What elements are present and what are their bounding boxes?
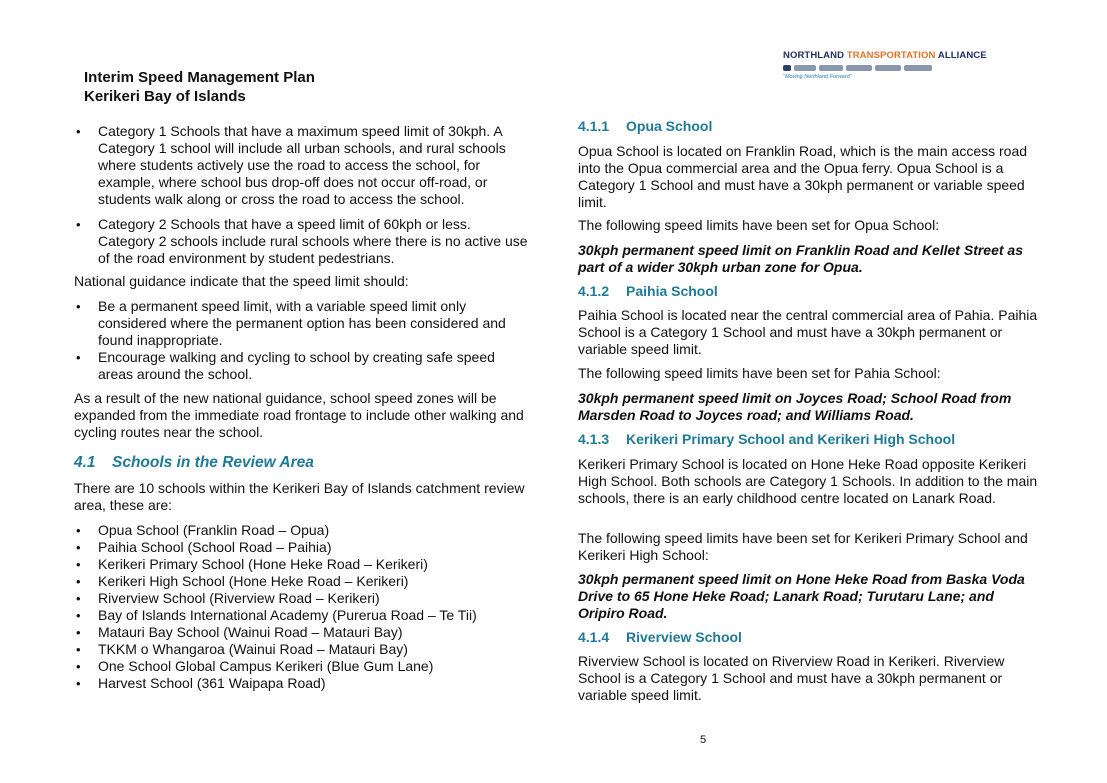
subsection-title: Kerikeri Primary School and Kerikeri High School: [626, 431, 956, 447]
logo-word-transportation: TRANSPORTATION: [846, 50, 936, 61]
category-list: [74, 123, 529, 267]
subsection-title: Riverview School: [626, 629, 742, 645]
list-item: • TKKM o Whangaroa (Wainui Road – Matauri Bay): [74, 641, 529, 658]
list-item: • Paihia School (School Road – Paihia): [74, 539, 529, 556]
logo-tagline: "Moving Northland Forward": [783, 74, 852, 80]
list-item: • Category 2 Schools that have a speed limit of 60kph or less. Category 2 schools include rural schools where there is no active use of the road environment by student pedestrians.: [74, 216, 529, 267]
list-item: • Opua School (Franklin Road – Opua): [74, 522, 529, 539]
section-title: Schools in the Review Area: [112, 454, 314, 471]
subsection-heading-riverview: [578, 629, 742, 646]
opua-paragraph: Opua School is located on Franklin Road, which is the main access road into the Opua commercial area and the Opua ferry. Opua School is a Category 1 School and must have a 30kph permanent or variable speed limit.: [578, 143, 1028, 210]
subsection-title: Opua School: [626, 118, 713, 134]
page-number: 5: [700, 734, 707, 746]
list-item: • Be a permanent speed limit, with a variable speed limit only considered where the permanent option has been considered and found inappropriate.: [74, 298, 529, 349]
alliance-logo: [783, 50, 987, 80]
list-item: • Bay of Islands International Academy (Purerua Road – Te Tii): [74, 607, 529, 624]
list-item: • Kerikeri High School (Hone Heke Road – Kerikeri): [74, 573, 529, 590]
opua-speed-limit: 30kph permanent speed limit on Franklin Road and Kellet Street as part of a wider 30kph urban zone for Opua.: [578, 242, 1023, 275]
kerikeri-speed-limit: 30kph permanent speed limit on Hone Heke Road from Baska Voda Drive to 65 Hone Heke Road; Lanark Road; Turutaru Lane; and Oripiro Road.: [578, 571, 1025, 621]
section-number: 4.1: [74, 454, 96, 471]
list-item: • Harvest School (361 Waipapa Road): [74, 675, 529, 692]
kerikeri-paragraph: Kerikeri Primary School is located on Hone Heke Road opposite Kerikeri High School. Both schools are Category 1 Schools. In addition to the main schools, there is an early childhood centre located on Lanark Road.: [578, 456, 1038, 506]
subsection-heading-kerikeri: [578, 431, 1038, 448]
paihia-intro: The following speed limits have been set for Pahia School:: [578, 365, 941, 381]
list-item: • Category 1 Schools that have a maximum speed limit of 30kph. A Category 1 school will include all urban schools, and rural schools where students actively use the road to access the school, for example, where school bus drop-off does not occur off-road, or students walk along or cross the road to access the school.: [74, 123, 529, 208]
subsection-heading-opua: [578, 118, 712, 135]
header-title-line1: Interim Speed Management Plan: [84, 69, 315, 86]
partner-logo-icon: [794, 65, 816, 71]
partner-logo-icon: [783, 65, 791, 71]
result-paragraph: As a result of the new national guidance, school speed zones will be expanded from the immediate road frontage to include other walking and cycling routes near the school.: [74, 390, 524, 440]
paihia-speed-limit: 30kph permanent speed limit on Joyces Road; School Road from Marsden Road to Joyces road; and Williams Road.: [578, 390, 1012, 423]
logo-word-alliance: ALLIANCE: [937, 50, 987, 61]
section-heading: [74, 453, 529, 472]
list-item: • One School Global Campus Kerikeri (Blue Gum Lane): [74, 658, 529, 675]
logo-word-northland: NORTHLAND: [783, 50, 845, 61]
logo-wordmark: [783, 50, 987, 61]
partner-logo-icon: [819, 65, 843, 71]
opua-intro: The following speed limits have been set for Opua School:: [578, 217, 940, 233]
subsection-number: 4.1.4: [578, 629, 610, 645]
partner-logo-icon: [846, 65, 872, 71]
partner-logos: [783, 63, 953, 72]
subsection-number: 4.1.2: [578, 283, 610, 299]
subsection-title: Paihia School: [626, 283, 718, 299]
kerikeri-intro: The following speed limits have been set for Kerikeri Primary School and Kerikeri High School:: [578, 530, 1028, 563]
list-item: • Matauri Bay School (Wainui Road – Matauri Bay): [74, 624, 529, 641]
partner-logo-icon: [875, 65, 901, 71]
list-item: • Riverview School (Riverview Road – Kerikeri): [74, 590, 529, 607]
paihia-paragraph: Paihia School is located near the central commercial area of Pahia. Paihia School is a Category 1 School and must have a 30kph permanent or variable speed limit.: [578, 307, 1038, 357]
list-item: • Encourage walking and cycling to school by creating safe speed areas around the school.: [74, 349, 529, 383]
subsection-number: 4.1.3: [578, 431, 610, 447]
schools-list: [74, 522, 529, 692]
riverview-paragraph: Riverview School is located on Riverview Road in Kerikeri. Riverview School is a Category 1 School and must have a 30kph permanent or variable speed limit.: [578, 653, 1005, 703]
guidance-intro: National guidance indicate that the speed limit should:: [74, 273, 409, 289]
subsection-number: 4.1.1: [578, 118, 610, 134]
schools-intro: There are 10 schools within the Kerikeri Bay of Islands catchment review area, these are:: [74, 480, 525, 513]
subsection-heading-paihia: [578, 283, 718, 300]
partner-logo-icon: [904, 65, 932, 71]
header-title-line2: Kerikeri Bay of Islands: [84, 88, 246, 105]
guidance-list: [74, 298, 529, 383]
document-header: [84, 68, 315, 106]
list-item: • Kerikeri Primary School (Hone Heke Road – Kerikeri): [74, 556, 529, 573]
